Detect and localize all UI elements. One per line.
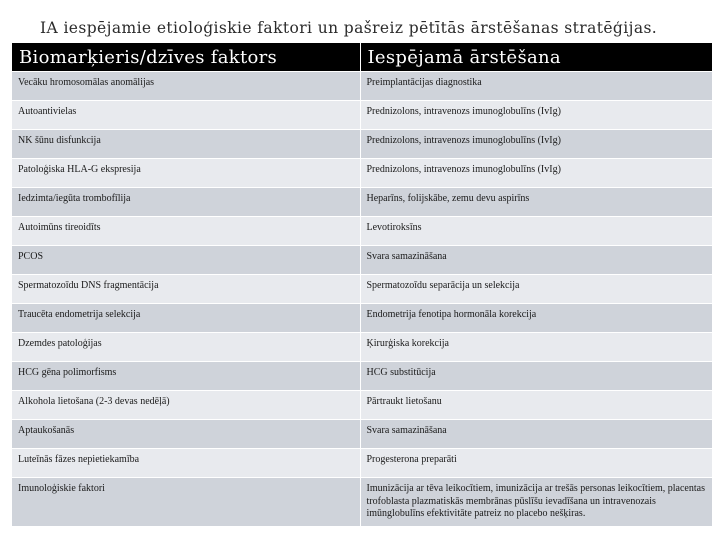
table-row (12, 159, 712, 188)
factor-cell: Imunoloģiskie faktori (12, 478, 360, 526)
factor-cell: Patoloģiska HLA-G ekspresija (12, 159, 360, 188)
factors-treatment-table (12, 43, 712, 526)
treatment-cell: Levotiroksīns (360, 217, 712, 246)
treatment-cell: Spermatozoīdu separācija un selekcija (360, 275, 712, 304)
factor-cell: Spermatozoīdu DNS fragmentācija (12, 275, 360, 304)
treatment-cell: Imunizācija ar tēva leikocītiem, imunizācija ar trešās personas leikocītiem, placentas trofoblasta plazmatiskās membrānas pūslīšu ievadīšana un intravenozais imūnglobulīns efektivitāte patreiz no placebo nešķiras. (360, 478, 712, 526)
table-row (12, 304, 712, 333)
factor-cell: Iedzimta/iegūta trombofīlija (12, 188, 360, 217)
header-factor: Biomarķieris/dzīves faktors (12, 43, 360, 72)
table-row (12, 72, 712, 101)
table-row (12, 217, 712, 246)
table-row (12, 362, 712, 391)
treatment-cell: Prednizolons, intravenozs imunoglobulīns (IvIg) (360, 130, 712, 159)
table-row (12, 391, 712, 420)
treatment-cell: Heparīns, folijskābe, zemu devu aspirīns (360, 188, 712, 217)
treatment-cell: Progesterona preparāti (360, 449, 712, 478)
table-row (12, 478, 712, 526)
factor-cell: Autoantivielas (12, 101, 360, 130)
table-header-row (12, 43, 712, 72)
factor-cell: Luteīnās fāzes nepietiekamība (12, 449, 360, 478)
treatment-cell: Endometrija fenotipa hormonāla korekcija (360, 304, 712, 333)
treatment-cell: Prednizolons, intravenozs imunoglobulīns (IvIg) (360, 159, 712, 188)
table-row (12, 449, 712, 478)
treatment-cell: Svara samazināšana (360, 420, 712, 449)
factor-cell: Dzemdes patoloģijas (12, 333, 360, 362)
table-row (12, 420, 712, 449)
treatment-cell: Preimplantācijas diagnostika (360, 72, 712, 101)
slide-title: IA iespējamie etioloģiskie faktori un pašreiz pētītās ārstēšanas stratēģijas. (40, 19, 658, 37)
table-row (12, 275, 712, 304)
table-row (12, 101, 712, 130)
factor-cell: PCOS (12, 246, 360, 275)
factor-cell: Aptaukošanās (12, 420, 360, 449)
factor-cell: NK šūnu disfunkcija (12, 130, 360, 159)
treatment-cell: HCG substitūcija (360, 362, 712, 391)
table-row (12, 333, 712, 362)
factor-cell: Vecāku hromosomālas anomālijas (12, 72, 360, 101)
factor-cell: Traucēta endometrija selekcija (12, 304, 360, 333)
treatment-cell: Pārtraukt lietošanu (360, 391, 712, 420)
factor-cell: HCG gēna polimorfisms (12, 362, 360, 391)
treatment-cell: Prednizolons, intravenozs imunoglobulīns (IvIg) (360, 101, 712, 130)
factor-cell: Alkohola lietošana (2-3 devas nedēļā) (12, 391, 360, 420)
treatment-cell: Svara samazināšana (360, 246, 712, 275)
table-row (12, 130, 712, 159)
table-row (12, 188, 712, 217)
table-row (12, 246, 712, 275)
treatment-cell: Ķirurģiska korekcija (360, 333, 712, 362)
factor-cell: Autoimūns tireoidīts (12, 217, 360, 246)
header-treatment: Iespējamā ārstēšana (360, 43, 712, 72)
